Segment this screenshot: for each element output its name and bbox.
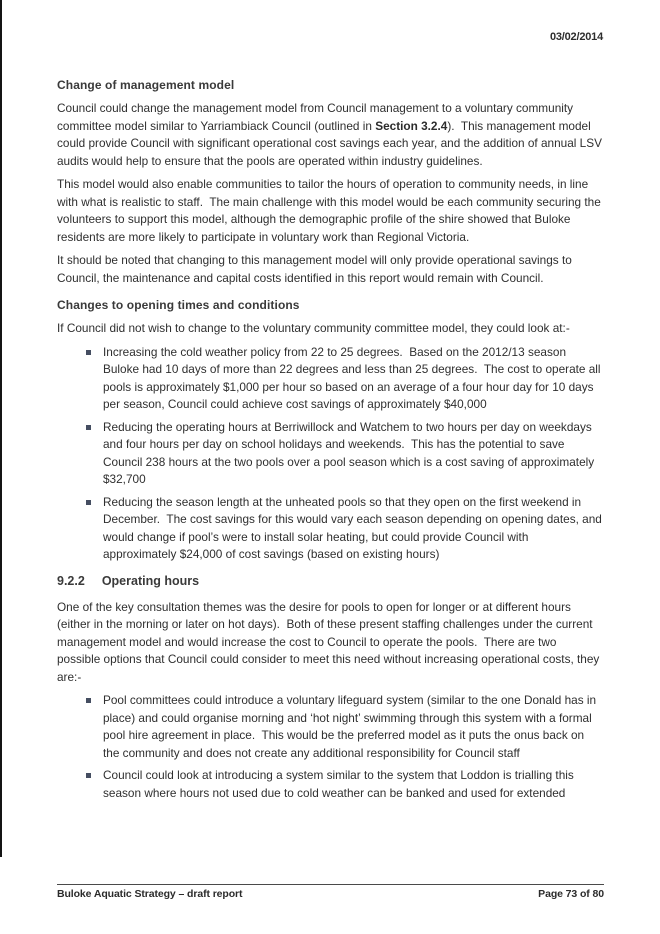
list-item-text: Council could look at introducing a system similar to the system that Loddon is trialling this season where hours not used due to cold weather can be banked and used for extended — [103, 768, 578, 800]
header-date: 03/02/2014 — [549, 31, 603, 43]
footer-page-number: Page 73 of 80 — [538, 888, 604, 900]
list-item — [57, 344, 603, 414]
paragraph-operating-intro: One of the key consultation themes was the desire for pools to open for longer or at different hours (either in the morning or later on hot days). Both of these present staffing challenges under the current management model and would increase the cost to Council to operate the pools. There are two possible options that Council could consider to meet this need without increasing operational costs, they are:- — [57, 599, 603, 684]
list-item-text: Reducing the season length at the unheated pools so that they open on the first weekend in December. The cost savings for this would vary each season depending on opening dates, and would change if pool’s were to install solar heating, but could provide Council with approximately $24,000 of cost savings (based on existing hours) — [103, 494, 606, 561]
scan-edge-artifact — [0, 0, 2, 857]
paragraph-management-2: This model would also enable communities to tailor the hours of operation to community needs, in line with what is realistic to staff. The main challenge with this model would be each community securing the volunteers to support this model, although the demographic profile of the shire showed that Buloke residents are more likely to participate in voluntary work than Regional Victoria. — [57, 177, 605, 244]
bullet-square-icon — [86, 350, 91, 355]
list-item — [57, 419, 603, 489]
list-item — [57, 692, 603, 762]
bullet-square-icon — [86, 500, 91, 505]
list-item — [57, 767, 603, 802]
footer-row — [57, 885, 604, 900]
bullet-square-icon — [86, 698, 91, 703]
section-number: 9.2.2 — [57, 573, 85, 588]
paragraph-opening-intro: If Council did not wish to change to the voluntary community committee model, they could look at:- — [57, 321, 570, 335]
list-item-text: Pool committees could introduce a voluntary lifeguard system (similar to the one Donald has in place) and could organise morning and ‘hot night’ swimming through this system with a formal pool hire agreement in place. This would be the preferred model as it puts the onus back on the community and does not create any additional responsibility for Council staff — [103, 693, 600, 760]
footer-document-title: Buloke Aquatic Strategy – draft report — [57, 888, 243, 900]
list-item-text: Increasing the cold weather policy from 22 to 25 degrees. Based on the 2012/13 season Buloke had 10 days of more than 22 degrees and less than 25 degrees. The cost to operate all pools is approximately $1,000 per hour so based on an average of a four hour day for 10 days per season, Council could achieve cost savings of approximately $40,000 — [103, 344, 604, 411]
bullet-square-icon — [86, 773, 91, 778]
paragraph-management-1 — [57, 100, 606, 170]
heading-change-of-management-model: Change of management model — [57, 78, 235, 92]
section-reference: Section 3.2.4 — [375, 118, 448, 133]
page-footer — [57, 884, 604, 900]
heading-changes-to-opening-times: Changes to opening times and conditions — [57, 298, 300, 312]
paragraph-management-3: It should be noted that changing to this management model will only provide operational savings to Council, the maintenance and capital costs identified in this report would remain with Council. — [57, 253, 576, 285]
paragraph-text: ). This management model could provide Council with significant operational cost savings each year, and the addition of annual LSV audits would help to ensure that the pools are operated within industry guidelines. — [57, 118, 606, 168]
section-title: Operating hours — [101, 573, 200, 588]
heading-operating-hours — [57, 574, 603, 588]
list-item-text: Reducing the operating hours at Berriwillock and Watchem to two hours per day on weekdays and four hours per day on school holidays and weekends. This has the potential to save Council 238 hours at the two pools over a pool season which is a cost saving of approximately $32,700 — [103, 419, 598, 486]
paragraph-text: Council could change the management model from Council management to a voluntary community committee model similar to Yarriambiack Council (outlined in — [57, 101, 577, 133]
list-item — [57, 494, 606, 564]
page-content — [57, 78, 606, 807]
opening-options-list — [57, 344, 606, 564]
bullet-square-icon — [86, 425, 91, 430]
operating-options-list — [57, 692, 603, 802]
